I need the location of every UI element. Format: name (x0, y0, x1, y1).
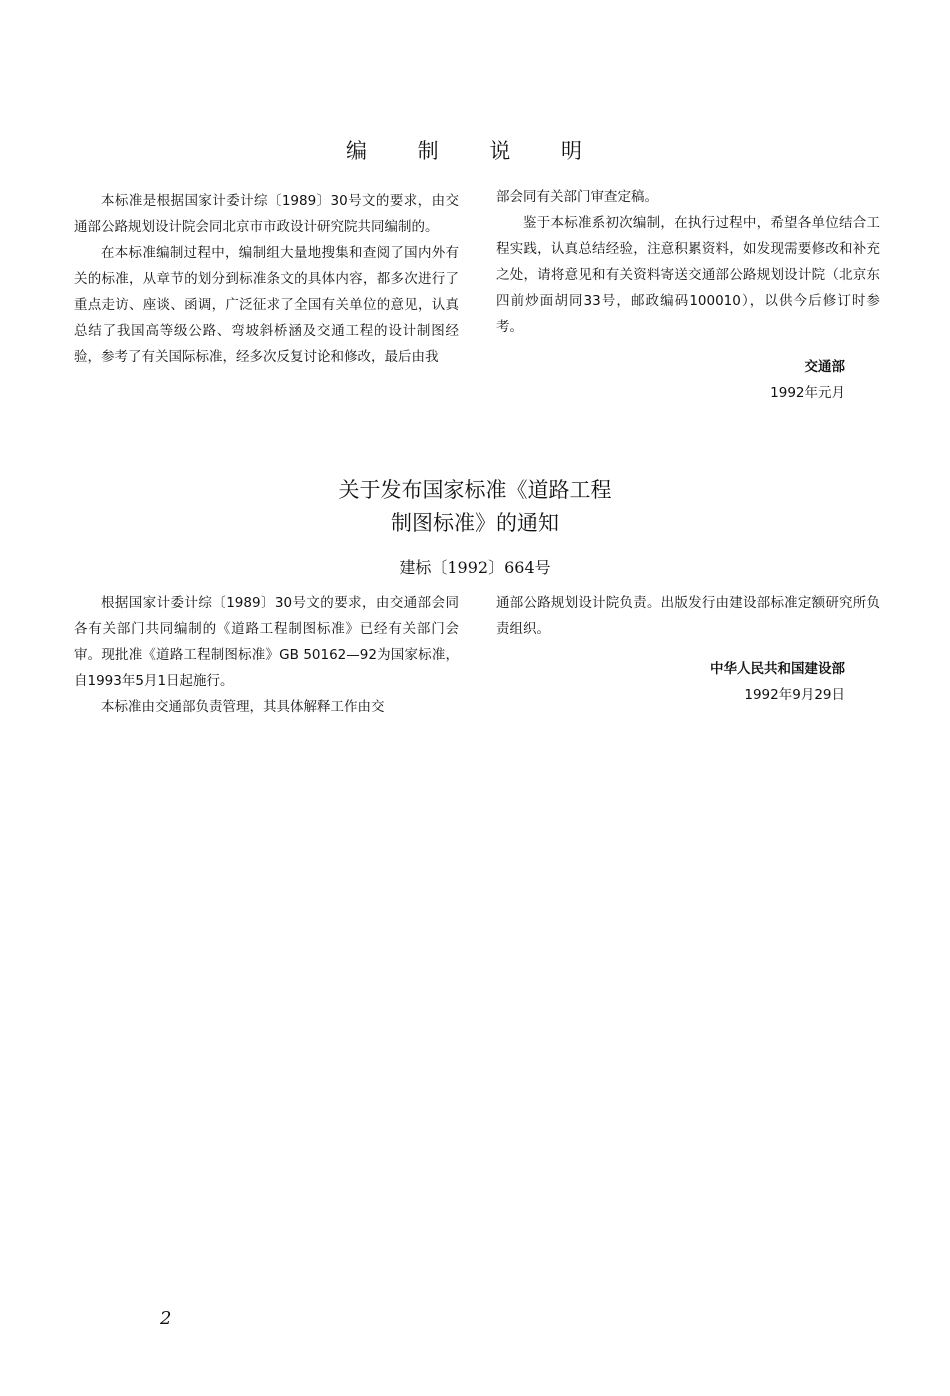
section2-left-column (74, 590, 459, 720)
page-number: 2 (160, 1308, 172, 1329)
paragraph: 本标准是根据国家计委计综〔1989〕30号文的要求，由交通部公路规划设计院会同北京市市政设计研究院共同编制的。 (74, 193, 459, 235)
paragraph: 根据国家计委计综〔1989〕30号文的要求，由交通部会同各有关部门共同编制的《道路工程制图标准》已经有关部门会审。现批准《道路工程制图标准》GB 50162—92为国家标准，自1993年5月1日起施行。 (74, 595, 459, 689)
document-number: 建标〔1992〕664号 (399, 558, 551, 577)
paragraph: 在本标准编制过程中，编制组大量地搜集和查阅了国内外有关的标准，从章节的划分到标准条文的具体内容，都多次进行了重点走访、座谈、函调，广泛征求了全国有关单位的意见，认真总结了我国高等级公路、弯坡斜桥涵及交通工程的设计制图经验，参考了有关国际标准，经多次反复讨论和修改，最后由我 (74, 245, 459, 365)
paragraph-continuation: 通部公路规划设计院负责。出版发行由建设部标准定额研究所负责组织。 (496, 595, 880, 637)
section1-signature (496, 354, 880, 406)
section1-right-column (496, 184, 880, 406)
paragraph: 本标准由交通部负责管理，其具体解释工作由交 (101, 699, 385, 715)
section1-left-column (74, 188, 459, 370)
section2-title-line1: 关于发布国家标准《道路工程 (338, 478, 612, 502)
section2-right-column (496, 590, 880, 708)
section2-signature (496, 656, 880, 708)
paragraph-continuation: 部会同有关部门审查定稿。 (496, 189, 658, 205)
signature-date: 1992年9月29日 (744, 687, 845, 703)
signature-org: 交通部 (804, 359, 845, 375)
section2-title (0, 474, 950, 540)
signature-date: 1992年元月 (770, 385, 845, 401)
section2-title-line2: 制图标准》的通知 (391, 511, 559, 535)
section1-title: 编 制 说 明 (345, 139, 605, 163)
paragraph: 鉴于本标准系初次编制，在执行过程中，希望各单位结合工程实践，认真总结经验，注意积累资料，如发现需要修改和补充之处，请将意见和有关资料寄送交通部公路规划设计院（北京东四前炒面胡同33号，邮政编码100010），以供今后修订时参考。 (496, 215, 880, 335)
signature-org: 中华人民共和国建设部 (710, 661, 845, 677)
